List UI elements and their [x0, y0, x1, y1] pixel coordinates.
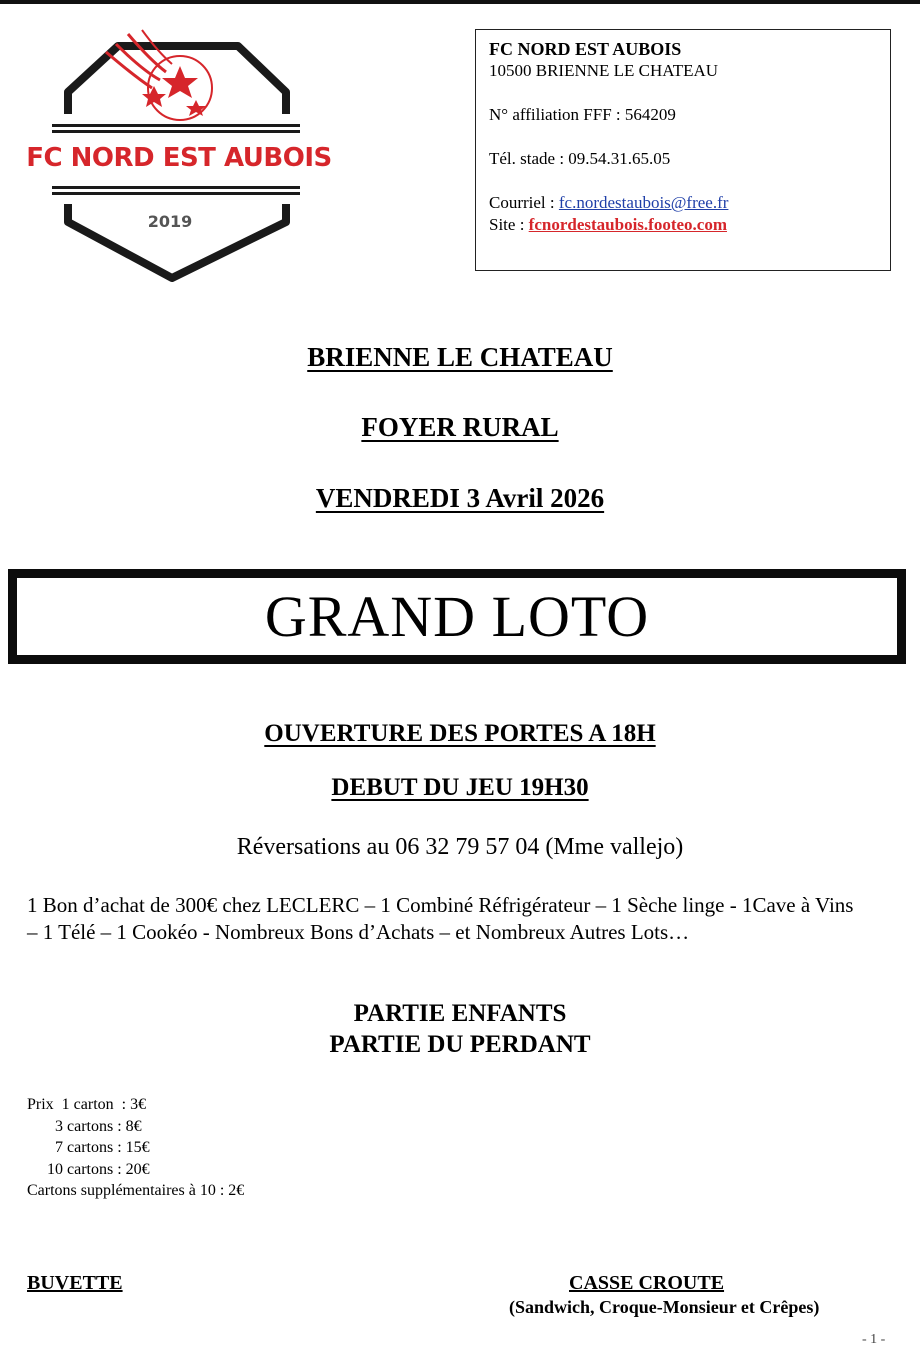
info-affiliation: N° affiliation FFF : 564209: [489, 105, 676, 124]
club-logo: [24, 26, 334, 288]
reservations: Réversations au 06 32 79 57 04 (Mme vallejo): [236, 834, 684, 860]
email-label: Courriel :: [489, 193, 559, 212]
game-start: DEBUT DU JEU 19H30: [331, 774, 589, 801]
event-town: BRIENNE LE CHATEAU: [307, 342, 613, 372]
price-row: Cartons supplémentaires à 10 : 2€: [27, 1182, 245, 1199]
prizes-list: 1 Bon d’achat de 300€ chez LECLERC – 1 Combiné Réfrigérateur – 1 Sèche linge - 1Cave à Vins – 1 Télé – 1 Cookéo - Nombreux Bons d’Achats – et Nombreux Autres Lots…: [27, 893, 854, 944]
doors-opening: OUVERTURE DES PORTES A 18H: [264, 720, 656, 747]
price-list: [27, 1094, 244, 1202]
page-number: - 1 -: [862, 1332, 886, 1347]
club-info-box: [475, 29, 891, 271]
casse-croute-heading: CASSE CROUTE: [569, 1272, 725, 1294]
logo-year: 2019: [147, 212, 193, 231]
buvette-heading: BUVETTE: [27, 1272, 123, 1294]
info-site-row: [489, 214, 877, 236]
event-title-banner: [8, 569, 906, 664]
info-stade-phone: Tél. stade : 09.54.31.65.05: [489, 149, 671, 168]
partie-perdant: PARTIE DU PERDANT: [329, 1031, 591, 1058]
casse-croute-details: (Sandwich, Croque-Monsieur et Crêpes): [509, 1297, 820, 1317]
price-row: 3 cartons : 8€: [27, 1117, 142, 1135]
info-email-row: [489, 192, 877, 214]
price-row: 10 cartons : 20€: [27, 1160, 150, 1178]
event-title: GRAND LOTO: [264, 584, 650, 649]
event-date: VENDREDI 3 Avril 2026: [315, 483, 605, 513]
top-rule: [0, 0, 920, 4]
site-label: Site :: [489, 215, 529, 234]
info-address: 10500 BRIENNE LE CHATEAU: [489, 61, 719, 80]
event-venue: FOYER RURAL: [361, 412, 559, 442]
info-club-name: FC NORD EST AUBOIS: [489, 39, 682, 59]
site-link[interactable]: fcnordestaubois.footeo.com: [528, 215, 727, 234]
partie-enfants: PARTIE ENFANTS: [353, 1000, 567, 1027]
price-row: 7 cartons : 15€: [27, 1139, 150, 1156]
price-row: Prix 1 carton : 3€: [27, 1096, 147, 1113]
logo-club-name: FC NORD EST AUBOIS: [26, 143, 332, 173]
email-link[interactable]: fc.nordestaubois@free.fr: [558, 193, 729, 212]
